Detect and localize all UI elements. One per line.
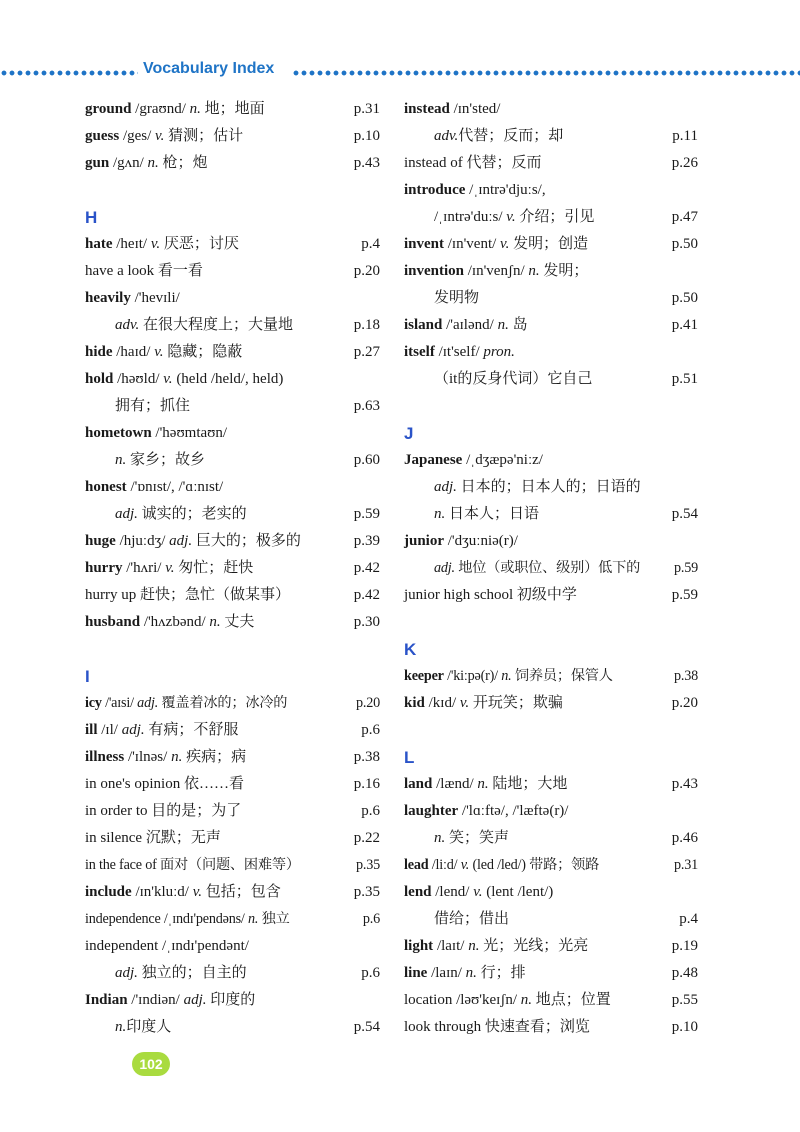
headword: invent <box>404 236 445 252</box>
index-entry <box>85 96 380 123</box>
part-of-speech: v. <box>165 560 175 576</box>
page-reference: p.6 <box>361 803 380 819</box>
definition: 覆盖着冰的；冰冷的 <box>158 695 288 711</box>
letter-heading: I <box>85 667 90 686</box>
definition: 猜测；估计 <box>164 128 244 144</box>
page-reference: p.54 <box>671 506 698 522</box>
index-entry <box>85 744 380 771</box>
part-of-speech: adj. <box>115 965 138 981</box>
headword: light <box>404 938 434 954</box>
definition: 匆忙；赶快 <box>174 560 254 576</box>
entry-continuation <box>85 501 380 528</box>
page-reference: p.35 <box>353 884 380 900</box>
headword: honest <box>85 479 127 495</box>
page-reference: p.31 <box>353 101 380 117</box>
page-reference: p.42 <box>353 560 380 576</box>
entry-text: /ˌɪntrə'djuːs/, <box>465 182 546 198</box>
page-reference: p.6 <box>361 965 380 981</box>
index-entry <box>85 528 380 555</box>
definition: 包括；包含 <box>202 884 281 900</box>
entry-continuation <box>85 1014 380 1041</box>
index-entry <box>85 906 380 933</box>
page-reference: p.20 <box>355 695 380 711</box>
headword: land <box>404 776 433 792</box>
definition: 笑；笑声 <box>445 830 510 846</box>
part-of-speech: n. <box>501 668 512 684</box>
page-reference: p.59 <box>671 587 698 603</box>
page-reference: p.63 <box>353 398 380 414</box>
part-of-speech: v. <box>460 857 470 873</box>
definition: 发明； <box>539 263 589 279</box>
index-entry <box>85 879 380 906</box>
page-reference: p.35 <box>355 857 380 873</box>
entry-text: /'hevɪli/ <box>130 290 180 306</box>
definition: 日本人；日语 <box>445 506 540 522</box>
entry-text: /ˌɪntrə'duːs/ <box>434 209 507 225</box>
index-entry <box>85 555 380 582</box>
entry-text: in order to 目的是；为了 <box>85 803 242 819</box>
definition: 岛 <box>508 317 528 333</box>
entry-continuation <box>404 123 698 150</box>
definition: 地点；位置 <box>531 992 611 1008</box>
page-reference: p.16 <box>353 776 380 792</box>
index-entry <box>85 150 380 177</box>
page-reference: p.41 <box>671 317 698 333</box>
index-entry <box>404 1014 698 1041</box>
part-of-speech: n. <box>468 938 480 954</box>
index-entry <box>85 258 380 285</box>
entry-text: instead of 代替；反而 <box>404 155 542 171</box>
entry-text: /'həʊmtaʊn/ <box>151 425 228 441</box>
entry-continuation <box>85 960 380 987</box>
definition: 诚实的；老实的 <box>137 506 247 522</box>
page-reference: p.6 <box>361 722 380 738</box>
part-of-speech: n. <box>115 452 127 468</box>
page-reference: p.43 <box>671 776 698 792</box>
page-reference: p.50 <box>671 290 698 306</box>
headword: island <box>404 317 443 333</box>
definition: 借给；借出 <box>434 911 510 927</box>
spacer <box>404 717 698 744</box>
entry-text: /graʊnd/ <box>131 101 190 117</box>
part-of-speech: adj. <box>137 695 159 711</box>
index-entry <box>404 312 698 339</box>
headword: hide <box>85 344 113 360</box>
part-of-speech: n. <box>248 911 259 927</box>
entry-continuation <box>85 312 380 339</box>
entry-text: /'dʒuːniə(r)/ <box>444 533 518 549</box>
headword: line <box>404 965 428 981</box>
part-of-speech: adj. <box>169 533 193 549</box>
index-entry <box>404 933 698 960</box>
page-reference: p.46 <box>671 830 698 846</box>
headword: invention <box>404 263 465 279</box>
entry-text: /laɪn/ <box>427 965 466 981</box>
headword: kid <box>404 695 425 711</box>
part-of-speech: n. <box>189 101 201 117</box>
definition: 有病；不舒服 <box>144 722 239 738</box>
index-column-right <box>404 96 698 1041</box>
headword: icy <box>85 695 102 711</box>
index-entry <box>404 798 698 825</box>
definition: 日本的；日本人的；日语的 <box>456 479 641 495</box>
part-of-speech: v. <box>459 695 470 711</box>
dotted-rule-left <box>0 70 138 76</box>
entry-text: location /ləʊ'keɪʃn/ <box>404 992 521 1008</box>
part-of-speech: v. <box>163 371 173 387</box>
page-reference: p.38 <box>353 749 380 765</box>
entry-continuation <box>404 555 698 582</box>
part-of-speech: n. <box>477 776 489 792</box>
definition: 发明；创造 <box>509 236 589 252</box>
part-of-speech: v. <box>500 236 510 252</box>
entry-text: /heɪt/ <box>112 236 151 252</box>
index-entry <box>85 771 380 798</box>
definition: 在很大程度上；大量地 <box>139 317 294 333</box>
entry-text: /laɪt/ <box>433 938 469 954</box>
letter-heading: L <box>404 748 415 767</box>
index-entry <box>404 447 698 474</box>
part-of-speech: adj. <box>121 722 145 738</box>
page-reference: p.48 <box>671 965 698 981</box>
index-entry <box>85 933 380 960</box>
part-of-speech: n. <box>528 263 540 279</box>
entry-continuation <box>404 906 698 933</box>
definition: 拥有；抓住 <box>115 398 191 414</box>
section-title: Vocabulary Index <box>143 60 275 77</box>
entry-text: /'aɪsi/ <box>101 695 138 711</box>
index-entry <box>404 96 698 123</box>
entry-continuation <box>85 393 380 420</box>
definition: 独立 <box>258 911 290 927</box>
entry-text: in silence 沉默；无声 <box>85 830 221 846</box>
part-of-speech: n. <box>147 155 159 171</box>
page-reference: p.22 <box>353 830 380 846</box>
index-entry <box>404 177 698 204</box>
definition: 独立的；自主的 <box>137 965 247 981</box>
definition: 地；地面 <box>200 101 265 117</box>
part-of-speech: v. <box>154 344 164 360</box>
definition: (led /led/) 带路；领路 <box>469 857 600 873</box>
headword: illness <box>85 749 125 765</box>
entry-text: hurry up 赶快；急忙（做某事） <box>85 587 290 603</box>
headword: include <box>85 884 132 900</box>
entry-text: /lænd/ <box>432 776 478 792</box>
page-reference: p.6 <box>362 911 380 927</box>
index-column-left <box>85 96 380 1041</box>
index-entry <box>85 690 380 717</box>
index-entry <box>85 285 380 312</box>
definition: 巨大的；极多的 <box>192 533 301 549</box>
index-entry <box>404 663 698 690</box>
page-reference: p.26 <box>671 155 698 171</box>
entry-continuation <box>404 285 698 312</box>
part-of-speech: n. <box>171 749 183 765</box>
entry-text: /ɪn'vent/ <box>444 236 501 252</box>
page-reference: p.59 <box>353 506 380 522</box>
entry-continuation <box>404 204 698 231</box>
part-of-speech: adv. <box>434 128 459 144</box>
index-entry <box>85 339 380 366</box>
headword: Indian <box>85 992 128 1008</box>
index-entry <box>85 852 380 879</box>
page-reference: p.51 <box>671 371 698 387</box>
part-of-speech: n. <box>209 614 221 630</box>
index-entry <box>404 150 698 177</box>
headword: gun <box>85 155 110 171</box>
page-reference: p.27 <box>353 344 380 360</box>
entry-text: /ɪn'venʃn/ <box>464 263 529 279</box>
index-entry <box>404 879 698 906</box>
index-entry <box>404 960 698 987</box>
letter-heading: H <box>85 208 98 227</box>
definition: 丈夫 <box>220 614 255 630</box>
page-reference: p.20 <box>353 263 380 279</box>
definition: 发明物 <box>434 290 480 306</box>
headword: ill <box>85 722 98 738</box>
part-of-speech: adj. <box>434 479 457 495</box>
index-entry <box>404 987 698 1014</box>
index-entry <box>85 987 380 1014</box>
entry-text: /haɪd/ <box>112 344 155 360</box>
part-of-speech: adj. <box>183 992 207 1008</box>
page-reference: p.55 <box>671 992 698 1008</box>
entry-continuation <box>85 447 380 474</box>
entry-text: /ˌdʒæpə'niːz/ <box>462 452 543 468</box>
page-reference: p.60 <box>353 452 380 468</box>
definition: 开玩笑；欺骗 <box>469 695 563 711</box>
index-entry <box>404 582 698 609</box>
index-entry <box>85 582 380 609</box>
entry-continuation <box>404 825 698 852</box>
headword: hurry <box>85 560 123 576</box>
headword: guess <box>85 128 120 144</box>
definition: 地位（或职位、级别）低下的 <box>454 560 641 576</box>
headword: husband <box>85 614 141 630</box>
part-of-speech: adj. <box>115 506 138 522</box>
index-entry <box>85 609 380 636</box>
definition: 介绍；引见 <box>515 209 595 225</box>
headword: keeper <box>404 668 444 684</box>
index-entry <box>85 123 380 150</box>
page-reference: p.4 <box>679 911 698 927</box>
part-of-speech: n. <box>465 965 477 981</box>
page-reference: p.31 <box>673 857 698 873</box>
definition: 代替；反而；却 <box>458 128 564 144</box>
page-reference: p.11 <box>672 128 698 144</box>
entry-continuation <box>404 474 698 501</box>
part-of-speech: n. <box>115 1019 127 1035</box>
headword: huge <box>85 533 116 549</box>
entry-text: /liːd/ <box>428 857 461 873</box>
index-entry <box>85 231 380 258</box>
part-of-speech: n. <box>497 317 509 333</box>
headword: laughter <box>404 803 459 819</box>
page-reference: p.18 <box>353 317 380 333</box>
index-entry <box>404 231 698 258</box>
page-reference: p.47 <box>671 209 698 225</box>
spacer <box>404 393 698 420</box>
headword: junior <box>404 533 445 549</box>
part-of-speech: pron. <box>483 344 515 360</box>
headword: Japanese <box>404 452 463 468</box>
page-reference: p.42 <box>353 587 380 603</box>
entry-text: in one's opinion 依……看 <box>85 776 244 792</box>
spacer <box>85 177 380 204</box>
page-reference: p.10 <box>353 128 380 144</box>
definition: 饲养员；保管人 <box>511 668 613 684</box>
page-reference: p.43 <box>353 155 380 171</box>
headword: ground <box>85 101 132 117</box>
entry-text: /ɪn'sted/ <box>449 101 501 117</box>
headword: hate <box>85 236 113 252</box>
entry-text: /'ɪndiən/ <box>127 992 184 1008</box>
page-reference: p.39 <box>353 533 380 549</box>
definition: 陆地；大地 <box>488 776 568 792</box>
page-reference: p.10 <box>671 1019 698 1035</box>
entry-text: /'hʌzbənd/ <box>140 614 210 630</box>
entry-text: /gʌn/ <box>109 155 148 171</box>
headword: introduce <box>404 182 466 198</box>
entry-text: /'ɒnɪst/, /'ɑːnɪst/ <box>126 479 224 495</box>
part-of-speech: adv. <box>115 317 140 333</box>
definition: 印度的 <box>206 992 256 1008</box>
page-reference: p.59 <box>673 560 698 576</box>
part-of-speech: v. <box>506 209 516 225</box>
definition: (held /held/, held) <box>172 371 284 387</box>
entry-text: /ɪn'kluːd/ <box>131 884 193 900</box>
headword: heavily <box>85 290 131 306</box>
entry-text: independent /ˌɪndɪ'pendənt/ <box>85 938 249 954</box>
page-reference: p.30 <box>353 614 380 630</box>
page-reference: p.38 <box>673 668 698 684</box>
page-reference: p.4 <box>361 236 380 252</box>
entry-text: /həʊld/ <box>113 371 164 387</box>
index-entry <box>404 690 698 717</box>
part-of-speech: v. <box>473 884 483 900</box>
letter-heading: K <box>404 640 417 659</box>
definition: 枪；炮 <box>158 155 208 171</box>
entry-text: have a look 看一看 <box>85 263 203 279</box>
entry-text: /hjuːdʒ/ <box>115 533 170 549</box>
definition: 行；排 <box>476 965 526 981</box>
page-reference: p.19 <box>671 938 698 954</box>
entry-text: /ɪl/ <box>97 722 122 738</box>
part-of-speech: adj. <box>434 560 455 576</box>
headword: lead <box>404 857 429 873</box>
page-reference: p.54 <box>353 1019 380 1035</box>
headword: hometown <box>85 425 152 441</box>
part-of-speech: n. <box>434 830 446 846</box>
dotted-rule-right <box>292 70 800 76</box>
index-entry <box>404 771 698 798</box>
index-entry <box>404 852 698 879</box>
entry-text: /'hʌri/ <box>122 560 166 576</box>
entry-text: /'ɪlnəs/ <box>124 749 172 765</box>
definition: （it的反身代词）它自己 <box>434 371 593 387</box>
index-entry <box>404 258 698 285</box>
index-entry <box>85 420 380 447</box>
index-entry <box>85 474 380 501</box>
definition: (lent /lent/) <box>482 884 554 900</box>
part-of-speech: n. <box>434 506 446 522</box>
definition: 隐藏；隐蔽 <box>163 344 243 360</box>
index-entry <box>85 798 380 825</box>
definition: 疾病；病 <box>182 749 247 765</box>
entry-continuation <box>404 366 698 393</box>
entry-text: look through 快速查看；浏览 <box>404 1019 590 1035</box>
entry-text: /kɪd/ <box>424 695 460 711</box>
entry-text: /'kiːpə(r)/ <box>443 668 502 684</box>
index-entry <box>404 339 698 366</box>
entry-continuation <box>404 501 698 528</box>
entry-text: /lend/ <box>431 884 474 900</box>
part-of-speech: v. <box>192 884 203 900</box>
entry-text: /ɪt'self/ <box>434 344 484 360</box>
page-number-badge: 102 <box>132 1052 170 1076</box>
entry-text: independence /ˌɪndɪ'pendəns/ <box>85 911 249 927</box>
entry-text: /'lɑːftə/, /'læftə(r)/ <box>458 803 569 819</box>
definition: 光；光线；光亮 <box>479 938 589 954</box>
index-header <box>0 60 800 86</box>
page-reference: p.20 <box>671 695 698 711</box>
definition: 印度人 <box>126 1019 172 1035</box>
headword: itself <box>404 344 435 360</box>
definition: 家乡；故乡 <box>126 452 206 468</box>
index-entry <box>85 825 380 852</box>
entry-text: junior high school 初级中学 <box>404 587 577 603</box>
part-of-speech: n. <box>520 992 532 1008</box>
definition: 厌恶；讨厌 <box>160 236 239 252</box>
spacer <box>404 609 698 636</box>
headword: hold <box>85 371 114 387</box>
entry-text: /ges/ <box>119 128 156 144</box>
letter-heading: J <box>404 424 414 443</box>
part-of-speech: v. <box>150 236 161 252</box>
entry-text: /'aɪlənd/ <box>442 317 498 333</box>
index-entry <box>404 528 698 555</box>
index-entry <box>85 366 380 393</box>
entry-text: in the face of 面对（问题、困难等） <box>85 857 300 873</box>
page-reference: p.50 <box>671 236 698 252</box>
spacer <box>85 636 380 663</box>
index-entry <box>85 717 380 744</box>
headword: lend <box>404 884 432 900</box>
headword: instead <box>404 101 450 117</box>
part-of-speech: v. <box>155 128 165 144</box>
